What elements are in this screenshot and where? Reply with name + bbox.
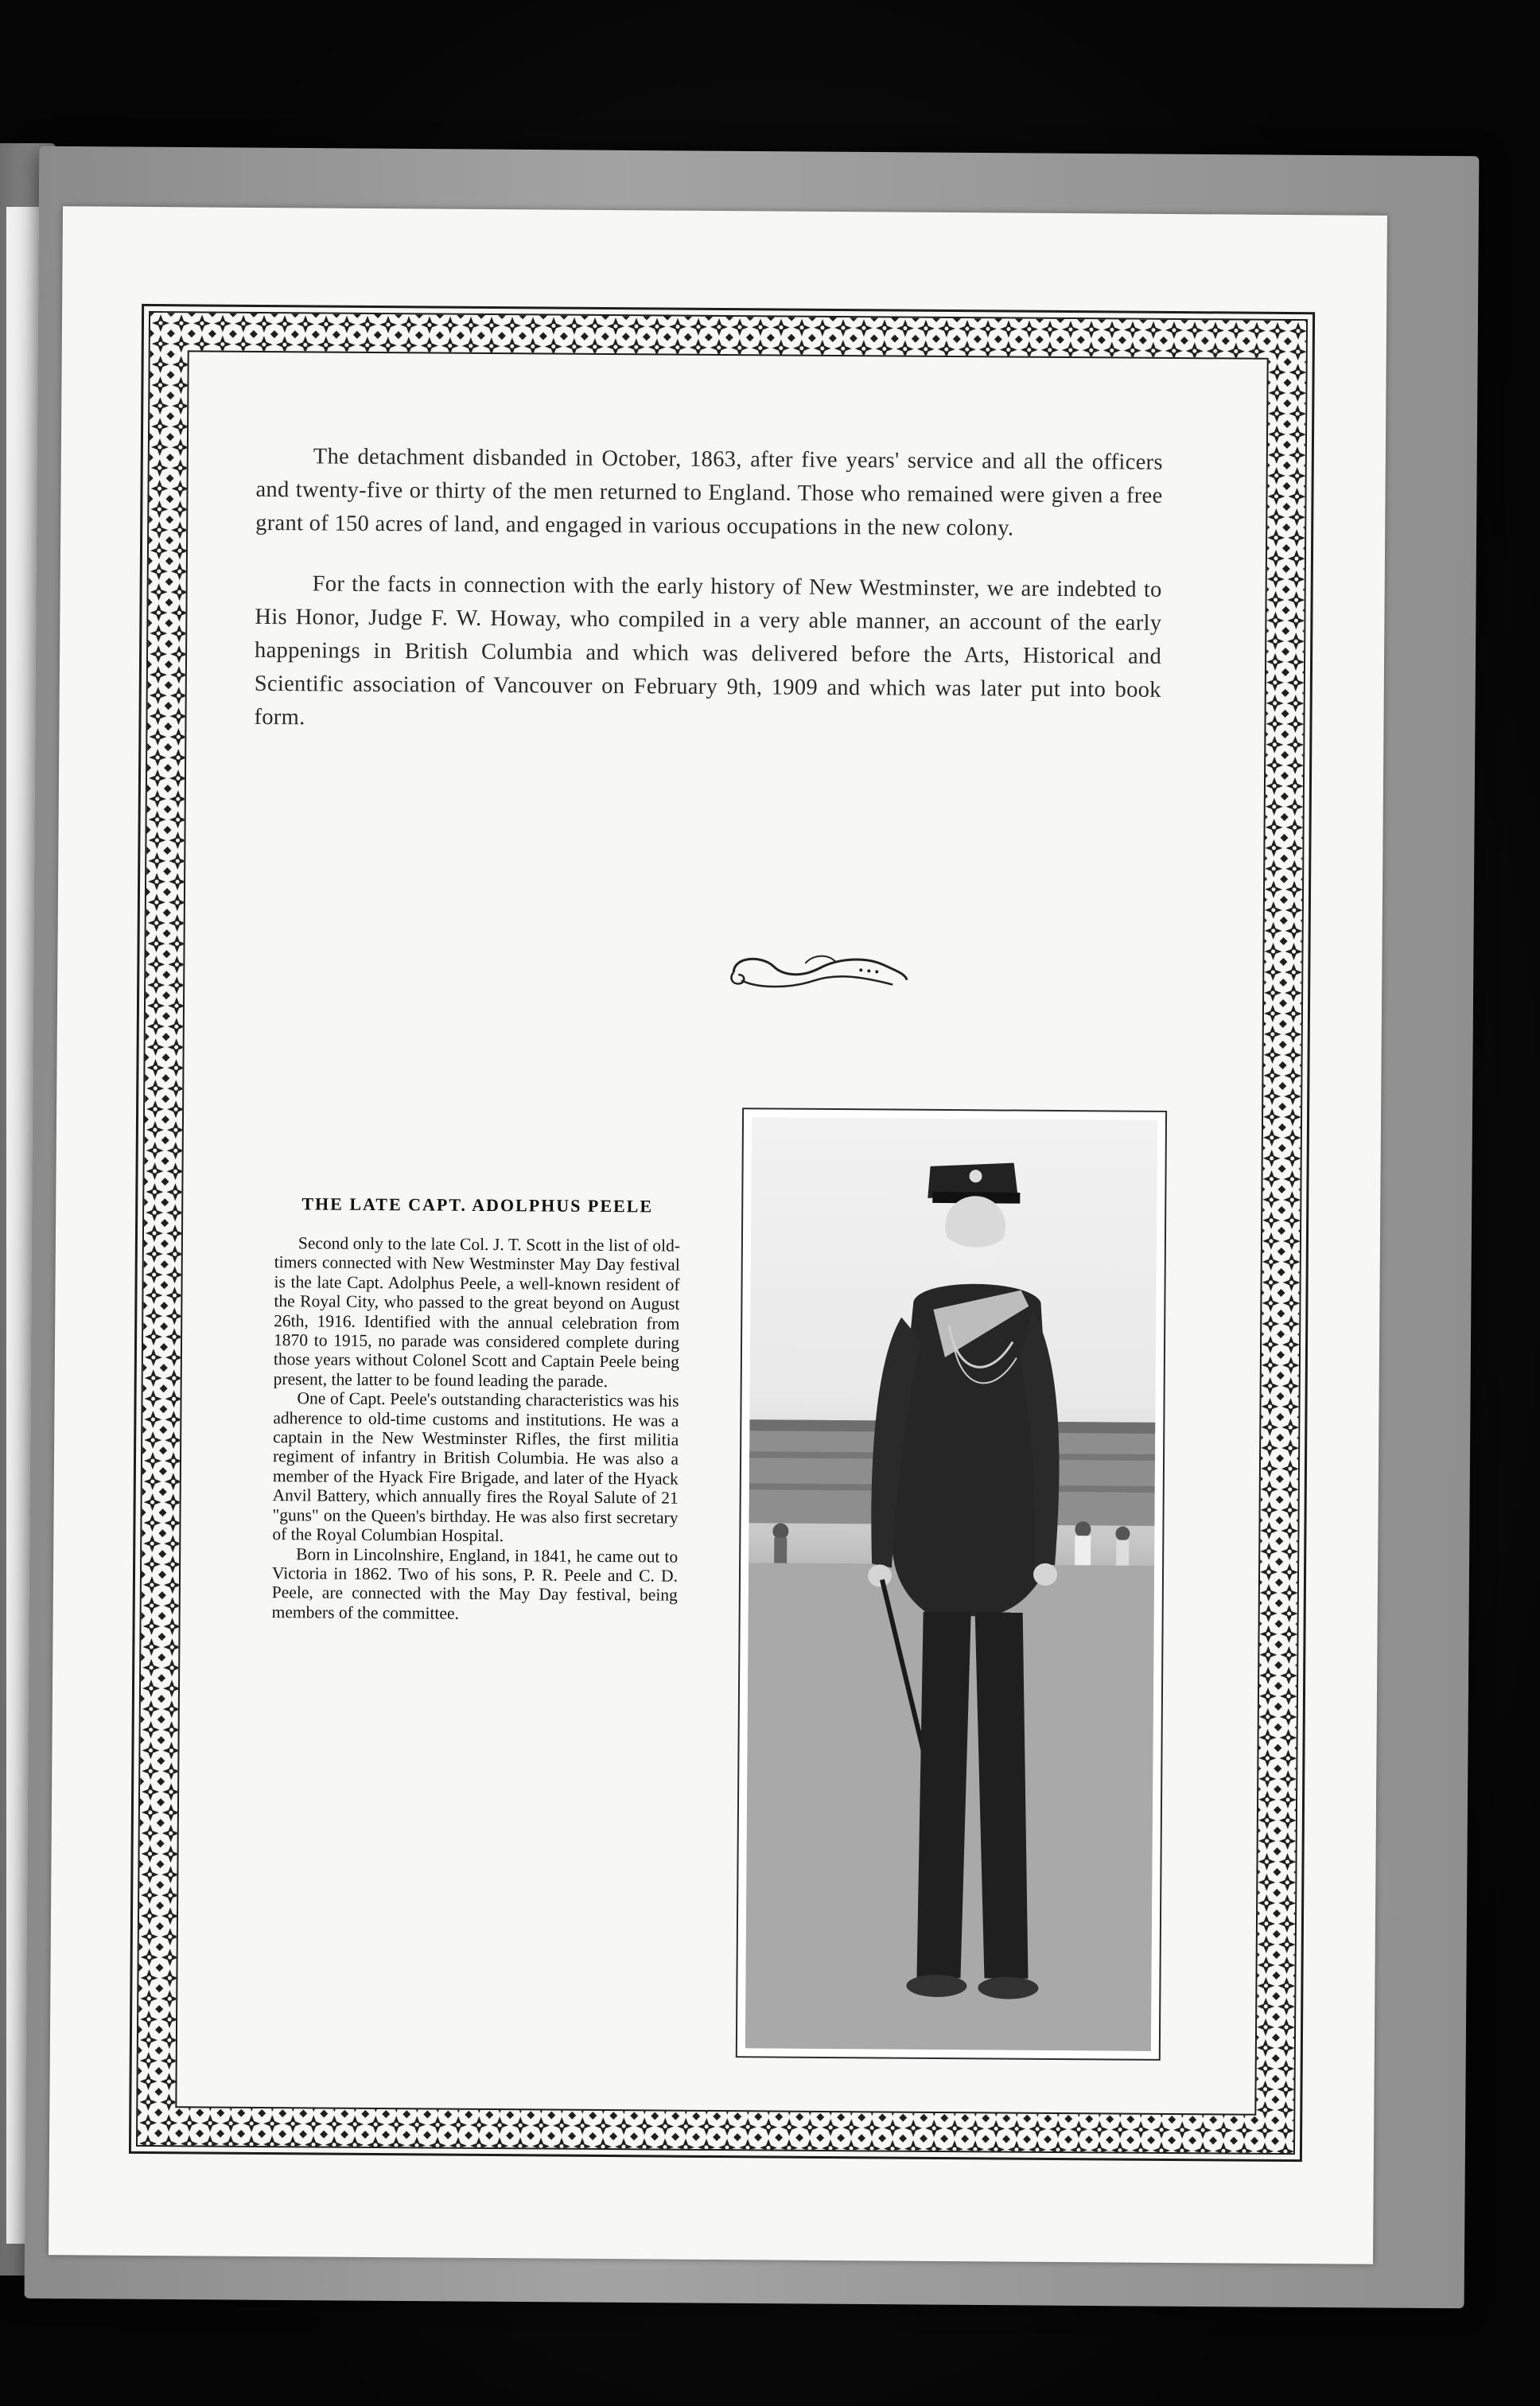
intro-paragraph-2: For the facts in connection with the early history of New Westminster, we are indebted to His Honor, Judge F. W. Howay, who compiled in a very able manner, an account of the early happenings in British Columbia and which was delivered before the Arts, Historical and Scientific association of Vancouver on February 9th, 1909 and which was later put into book form. [254,571,1162,730]
ornamental-border [129,304,1315,2162]
ornament-flourish [725,948,912,998]
article-paragraph-2: One of Capt. Peele's outstanding characteristics was his adherence to old-time customs and institutions. He was a captain in the New Westminster Rifles, the first militia regiment of infantry in British Columbia. He was also a member of the Hyack Fire Brigade, and later of the Hyack Anvil Battery, which annually fires the Royal Salute of 21 "guns" on the Queen's birthday. He was also first secretary of the Royal Columbian Hospital. [272,1388,679,1546]
article-paragraph-3: Born in Lincolnshire, England, in 1841, he came out to Victoria in 1862. Two of his sons, P. R. Peele and C. D. Peele, are connected with the May Day festival, being members of the committee. [271,1544,679,1623]
portrait-figure [745,1117,1157,2051]
portrait-photo [736,1108,1167,2061]
page [49,206,1387,2264]
article-paragraph-1: Second only to the late Col. J. T. Scott in the list of old-timers connected with New Westminster May Day festival is the late Capt. Adolphus Peele, a well-known resident of the Royal City, who passed to the great beyond on August 26th, 1916. Identified with the annual celebration from 1870 to 1915, no parade was considered complete during those years without Colonel Scott and Captain Peele being present, the latter to be found leading the parade. [273,1233,680,1391]
photo-image [745,1117,1157,2051]
content [254,440,1163,1623]
obituary-article [272,1192,681,1625]
intro-paragraph-1: The detachment disbanded in October, 1863, after five years' service and all the officers and twenty-five or thirty of the men returned to England. Those who remained were given a free grant of 150 acres of land, and engaged in various occupations in the new colony. [255,444,1163,541]
text-area [175,350,1268,2115]
article-title: THE LATE CAPT. ADOLPHUS PEELE [301,1193,654,1217]
intro-text [254,440,1163,741]
